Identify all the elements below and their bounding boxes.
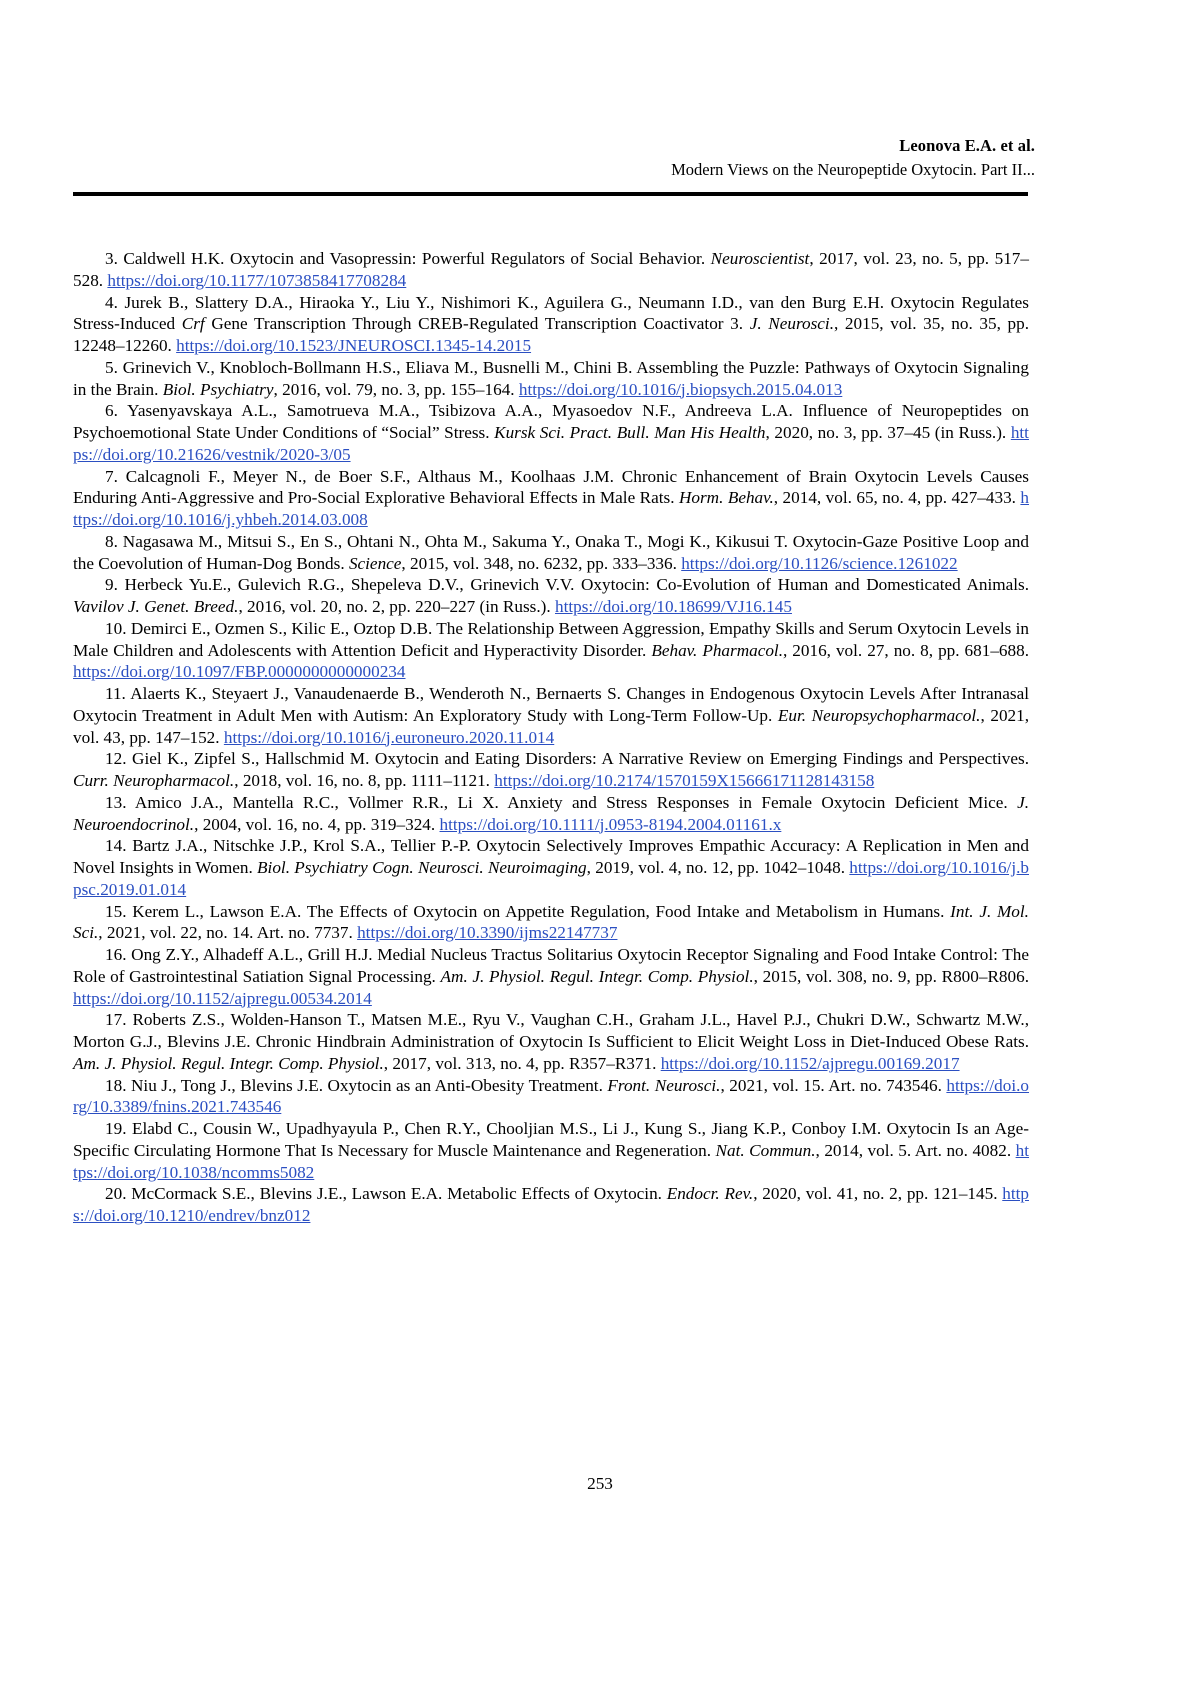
journal-title: J. Neuroendocrinol. — [73, 792, 1029, 834]
reference-text: , 2020, vol. 41, no. 2, pp. 121–145. — [753, 1184, 1003, 1204]
doi-link[interactable]: https://doi.org/10.1016/j.bpsc.2019.01.014 — [73, 858, 1029, 899]
doi-link[interactable]: https://doi.org/10.1016/j.yhbeh.2014.03.008 — [73, 488, 1030, 529]
reference-entry — [73, 466, 1029, 531]
journal-title: J. Neurosci. — [749, 314, 834, 334]
reference-entry — [73, 792, 1029, 836]
reference-text: 17. Roberts Z.S., Wolden-Hanson T., Matsen M.E., Ryu V., Vaughan C.H., Graham J.L., Havel P.J., Chukri D.W., Schwartz M.W., Morton G.J., Blevins J.E. Chronic Hindbrain Administration of Oxytocin Is Sufficient to Elicit Weight Loss in Diet-Induced Obese Rats. — [73, 1010, 1029, 1051]
reference-text: 11. Alaerts K., Steyaert J., Vanaudenaerde B., Wenderoth N., Bernaerts S. Changes in Endogenous Oxytocin Levels After Intranasal Oxytocin Treatment in Adult Men with Autism: An Exploratory Study with Long-Term Follow-Up. — [73, 684, 1029, 725]
reference-text: 4. Jurek B., Slattery D.A., Hiraoka Y., Liu Y., Nishimori K., Aguilera G., Neumann I.D., van den Burg E.H. Oxytocin Regulates Stress-Induced — [73, 292, 1029, 334]
reference-entry — [73, 292, 1029, 357]
doi-link[interactable]: https://doi.org/10.1126/science.1261022 — [681, 553, 958, 573]
doi-link[interactable]: https://doi.org/10.1152/ajpregu.00169.2017 — [660, 1053, 960, 1073]
header-divider — [73, 192, 1028, 196]
journal-title: Neuroscientist — [710, 249, 810, 268]
reference-entry — [73, 1183, 1029, 1227]
journal-title: Biol. Psychiatry Cogn. Neurosci. Neuroimaging — [257, 858, 587, 877]
reference-text: 5. Grinevich V., Knobloch-Bollmann H.S., Eliava M., Busnelli M., Chini B. Assembling the Puzzle: Pathways of Oxytocin Signaling in the Brain. — [73, 357, 1029, 399]
reference-text: , 2004, vol. 16, no. 4, pp. 319–324. — [194, 814, 440, 834]
reference-text: 6. Yasenyavskaya A.L., Samotrueva M.A., Tsibizova A.A., Myasoedov N.F., Andreeva L.A. Influence of Neuropeptides on Psychoemotional State Under Conditions of “Social” Stress. — [73, 401, 1029, 442]
doi-link[interactable]: https://doi.org/10.3390/ijms22147737 — [357, 923, 618, 943]
reference-text: , 2016, vol. 20, no. 2, pp. 220–227 (in Russ.). — [238, 597, 555, 616]
journal-title: Kursk Sci. Pract. Bull. Man His Health — [494, 423, 766, 442]
doi-link[interactable]: https://doi.org/10.1097/FBP.0000000000000234 — [73, 662, 406, 682]
reference-text: , 2015, vol. 348, no. 6232, pp. 333–336. — [401, 553, 682, 573]
journal-title: Endocr. Rev. — [666, 1184, 754, 1204]
page-header — [75, 135, 1035, 182]
reference-text: 10. Demirci E., Ozmen S., Kilic E., Oztop D.B. The Relationship Between Aggression, Empathy Skills and Serum Oxytocin Levels in Male Children and Adolescents with Attention Deficit and Hyperactivity Disorder. — [73, 618, 1029, 660]
doi-link[interactable]: https://doi.org/10.21626/vestnik/2020-3/05 — [73, 423, 1029, 464]
journal-title: Am. J. Physiol. Regul. Integr. Comp. Physiol. — [440, 966, 754, 986]
reference-text: Gene Transcription Through CREB-Regulated Transcription Coactivator 3. — [211, 314, 750, 334]
reference-text: 3. Caldwell H.K. Oxytocin and Vasopressin: Powerful Regulators of Social Behavior. — [105, 249, 711, 268]
reference-text: , 2020, no. 3, pp. 37–45 (in Russ.). — [765, 423, 1011, 442]
reference-entry — [73, 1118, 1029, 1183]
header-authors: Leonova E.A. et al. — [899, 136, 1035, 155]
journal-title: Front. Neurosci. — [607, 1075, 721, 1095]
reference-text: , 2014, vol. 65, no. 4, pp. 427–433. — [773, 488, 1021, 508]
doi-link[interactable]: https://doi.org/10.1177/1073858417708284 — [107, 270, 407, 290]
reference-entry — [73, 901, 1029, 945]
journal-title: Curr. Neuropharmacol. — [73, 771, 235, 790]
journal-title: Biol. Psychiatry — [162, 379, 274, 399]
reference-text: , 2021, vol. 43, pp. 147–152. — [73, 705, 1030, 747]
reference-entry — [73, 944, 1029, 1009]
reference-entry — [73, 835, 1029, 900]
reference-entry — [73, 618, 1029, 683]
reference-text: 14. Bartz J.A., Nitschke J.P., Krol S.A., Tellier P.-P. Oxytocin Selectively Improves Empathic Accuracy: A Replication in Men and Novel Insights in Women. — [73, 836, 1029, 877]
journal-title: Vavilov J. Genet. Breed. — [73, 597, 239, 616]
doi-link[interactable]: https://doi.org/10.1038/ncomms5082 — [73, 1140, 1029, 1182]
reference-entry — [73, 574, 1029, 618]
reference-entry — [73, 1075, 1029, 1119]
doi-link[interactable]: https://doi.org/10.1210/endrev/bnz012 — [73, 1184, 1029, 1225]
reference-entry — [73, 248, 1029, 292]
reference-text: 8. Nagasawa M., Mitsui S., En S., Ohtani N., Ohta M., Sakuma Y., Onaka T., Mogi K., Kikusui T. Oxytocin-Gaze Positive Loop and the Coevolution of Human-Dog Bonds. — [73, 531, 1029, 573]
reference-text: 16. Ong Z.Y., Alhadeff A.L., Grill H.J. Medial Nucleus Tractus Solitarius Oxytocin Receptor Signaling and Food Intake Control: The Role of Gastrointestinal Satiation Signal Processing. — [73, 945, 1029, 986]
reference-text: 18. Niu J., Tong J., Blevins J.E. Oxytocin as an Anti-Obesity Treatment. — [105, 1075, 608, 1095]
reference-text: 20. McCormack S.E., Blevins J.E., Lawson E.A. Metabolic Effects of Oxytocin. — [105, 1184, 667, 1204]
doi-link[interactable]: https://doi.org/10.1016/j.biopsych.2015.04.013 — [518, 379, 843, 399]
journal-title: Int. J. Mol. Sci. — [73, 901, 1029, 943]
doi-link[interactable]: https://doi.org/10.3389/fnins.2021.743546 — [73, 1075, 1029, 1117]
reference-text: , 2016, vol. 27, no. 8, pp. 681–688. — [783, 640, 1030, 660]
reference-entry — [73, 531, 1029, 575]
header-title: Modern Views on the Neuropeptide Oxytocin. Part II... — [671, 160, 1035, 180]
journal-title: Horm. Behav. — [678, 488, 774, 508]
reference-text: , 2015, vol. 35, no. 35, pp. 12248–12260. — [73, 314, 1029, 355]
reference-text: , 2017, vol. 313, no. 4, pp. R357–R371. — [383, 1053, 661, 1073]
reference-text: 15. Kerem L., Lawson E.A. The Effects of Oxytocin on Appetite Regulation, Food Intake and Metabolism in Humans. — [105, 901, 951, 921]
reference-text: 7. Calcagnoli F., Meyer N., de Boer S.F., Althaus M., Koolhaas J.M. Chronic Enhancement of Brain Oxytocin Levels Causes Enduring Anti-Aggressive and Pro-Social Explorative Behavioral Effects in Male Rats. — [73, 466, 1029, 508]
reference-text: , 2021, vol. 22, no. 14. Art. no. 7737. — [98, 923, 358, 943]
reference-entry — [73, 400, 1029, 465]
reference-text: , 2021, vol. 15. Art. no. 743546. — [720, 1075, 947, 1095]
reference-entry — [73, 1009, 1029, 1074]
doi-link[interactable]: https://doi.org/10.1016/j.euroneuro.2020.11.014 — [223, 727, 555, 747]
reference-text: , 2014, vol. 5. Art. no. 4082. — [815, 1140, 1016, 1160]
journal-title: Nat. Commun. — [715, 1140, 816, 1160]
reference-text: 13. Amico J.A., Mantella R.C., Vollmer R.R., Li X. Anxiety and Stress Responses in Female Oxytocin Deficient Mice. — [105, 792, 1018, 812]
references-list — [73, 248, 1029, 1227]
reference-text: 19. Elabd C., Cousin W., Upadhyayula P., Chen R.Y., Chooljian M.S., Li J., Kung S., Jiang K.P., Conboy I.M. Oxytocin Is an Age-Specific Circulating Hormone That Is Necessary for Muscle Maintenance and Regeneration. — [73, 1119, 1029, 1160]
doi-link[interactable]: https://doi.org/10.2174/1570159X15666171128143158 — [494, 771, 875, 790]
reference-entry — [73, 357, 1029, 401]
reference-text: 12. Giel K., Zipfel S., Hallschmid M. Oxytocin and Eating Disorders: A Narrative Review on Emerging Findings and Perspectives. — [105, 749, 1029, 769]
reference-text: , 2017, vol. 23, no. 5, pp. 517–528. — [73, 249, 1029, 290]
reference-text: , 2019, vol. 4, no. 12, pp. 1042–1048. — [586, 858, 850, 877]
reference-text: 9. Herbeck Yu.E., Gulevich R.G., Shepeleva D.V., Grinevich V.V. Oxytocin: Co-Evolution of Human and Domesticated Animals. — [105, 575, 1029, 595]
journal-title: Behav. Pharmacol. — [651, 640, 783, 660]
reference-entry — [73, 748, 1029, 792]
reference-text: , 2016, vol. 79, no. 3, pp. 155–164. — [273, 379, 519, 399]
doi-link[interactable]: https://doi.org/10.1111/j.0953-8194.2004.01161.x — [439, 814, 782, 834]
page-number: 253 — [587, 1474, 613, 1493]
reference-text: , 2018, vol. 16, no. 8, pp. 1111–1121. — [234, 771, 495, 790]
journal-title: Eur. Neuropsychopharmacol. — [777, 705, 981, 725]
journal-title: Crf — [181, 314, 212, 334]
journal-title: Am. J. Physiol. Regul. Integr. Comp. Physiol. — [73, 1053, 384, 1073]
reference-text: , 2015, vol. 308, no. 9, pp. R800–R806. — [753, 966, 1029, 986]
doi-link[interactable]: https://doi.org/10.1523/JNEUROSCI.1345-14.2015 — [176, 336, 532, 355]
journal-title: Science — [348, 553, 402, 573]
doi-link[interactable]: https://doi.org/10.18699/VJ16.145 — [554, 597, 792, 616]
doi-link[interactable]: https://doi.org/10.1152/ajpregu.00534.2014 — [73, 988, 372, 1008]
reference-entry — [73, 683, 1029, 748]
